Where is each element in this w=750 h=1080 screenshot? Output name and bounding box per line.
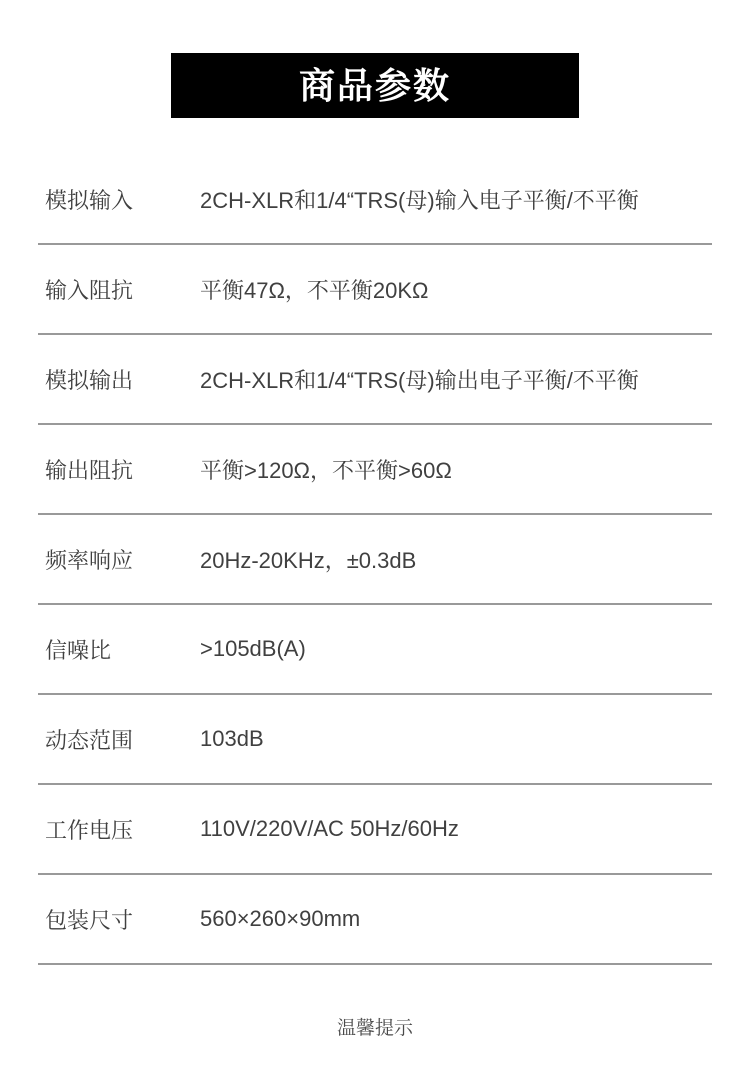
spec-row [38, 605, 712, 695]
spec-value: 2CH-XLR和1/4“TRS(母)输出电子平衡/不平衡 [200, 367, 639, 393]
spec-value: 2CH-XLR和1/4“TRS(母)输入电子平衡/不平衡 [200, 187, 639, 213]
spec-value: 110V/220V/AC 50Hz/60Hz [200, 816, 459, 841]
spec-label: 模拟输入 [45, 187, 134, 213]
spec-value: 560×260×90mm [200, 906, 361, 931]
spec-row [38, 155, 712, 245]
spec-row [38, 875, 712, 965]
section-header-bar [171, 53, 579, 118]
spec-row [38, 335, 712, 425]
spec-label: 信噪比 [45, 637, 112, 663]
spec-value: 平衡47Ω，不平衡20KΩ [200, 277, 429, 303]
spec-value: 平衡>120Ω，不平衡>60Ω [200, 457, 452, 483]
section-title: 商品参数 [298, 64, 451, 106]
spec-table [38, 155, 712, 965]
spec-label: 工作电压 [45, 817, 134, 843]
spec-row [38, 245, 712, 335]
footer-note: 温馨提示 [336, 1018, 413, 1039]
spec-label: 输出阻抗 [45, 457, 134, 483]
spec-label: 动态范围 [45, 727, 134, 753]
spec-value: 20Hz-20KHz，±0.3dB [200, 547, 417, 573]
spec-label: 模拟输出 [45, 367, 134, 393]
spec-value: 103dB [200, 726, 264, 751]
spec-value: >105dB(A) [200, 636, 306, 661]
spec-label: 包装尺寸 [45, 907, 134, 933]
spec-row [38, 695, 712, 785]
spec-row [38, 515, 712, 605]
spec-label: 频率响应 [45, 547, 134, 573]
spec-row [38, 425, 712, 515]
spec-row [38, 785, 712, 875]
spec-label: 输入阻抗 [45, 277, 134, 303]
